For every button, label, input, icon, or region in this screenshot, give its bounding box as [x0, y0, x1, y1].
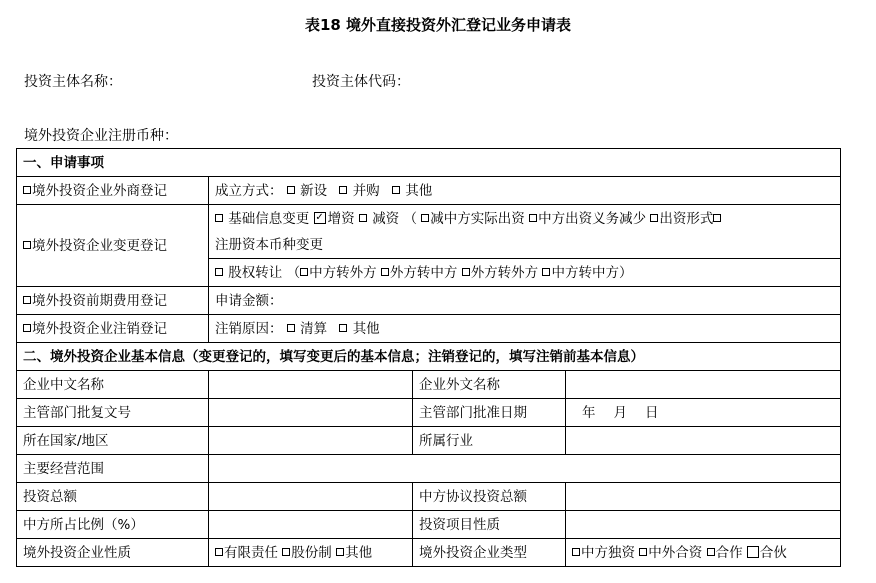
equity-transfer-label: 股权转让 — [228, 264, 283, 281]
establish-method-cell — [209, 177, 841, 205]
reduce-obligation-checkbox[interactable] — [529, 214, 537, 222]
preliminary-fee-checkbox[interactable] — [23, 296, 31, 304]
country-label: 所在国家/地区 — [17, 427, 209, 455]
foreign-to-cn-checkbox[interactable] — [381, 268, 389, 276]
preliminary-fee-label: 境外投资前期费用登记 — [32, 292, 167, 309]
foreign-to-foreign-label: 外方转外方 — [470, 264, 539, 281]
sole-cn-label: 中方独资 — [581, 544, 635, 561]
scope-input[interactable] — [209, 455, 841, 483]
joint-venture-label: 中外合资 — [648, 544, 703, 561]
cn-agreed-total-label: 中方协议投资总额 — [413, 483, 566, 511]
foreign-register-label: 境外投资企业外商登记 — [32, 182, 167, 199]
limited-liability-checkbox[interactable] — [215, 548, 223, 556]
application-form-table — [16, 148, 841, 567]
cancel-register-cell[interactable] — [17, 315, 209, 343]
decrease-capital-checkbox[interactable] — [359, 214, 367, 222]
cancel-register-checkbox[interactable] — [23, 324, 31, 332]
amount-label: 申请金额： — [215, 292, 283, 309]
change-options-cell — [209, 205, 841, 259]
total-invest-label: 投资总额 — [17, 483, 209, 511]
increase-capital-label: 增资 — [327, 210, 355, 227]
cn-to-foreign-label: 中方转外方 — [309, 264, 377, 281]
joint-stock-label: 股份制 — [291, 544, 332, 561]
section2-title: 二、境外投资企业基本信息（变更登记的，填写变更后的基本信息；注销登记的，填写注销前基本信息） — [17, 343, 841, 371]
enterprise-nature-options — [209, 539, 413, 567]
method-other-checkbox[interactable] — [392, 186, 400, 194]
equity-transfer-cell — [209, 259, 841, 287]
foreign-register-cell[interactable] — [17, 177, 209, 205]
approval-date-input[interactable] — [566, 399, 841, 427]
reduce-actual-checkbox[interactable] — [421, 214, 429, 222]
cn-name-input[interactable] — [209, 371, 413, 399]
form-checkbox[interactable] — [650, 214, 658, 222]
paren-open-2: （ — [286, 264, 301, 281]
country-input[interactable] — [209, 427, 413, 455]
cn-ratio-label: 中方所占比例（%） — [17, 511, 209, 539]
foreign-to-cn-label: 外方转中方 — [389, 264, 458, 281]
liquidation-label: 清算 — [300, 320, 328, 337]
approval-date-label: 主管部门批准日期 — [413, 399, 566, 427]
equity-transfer-checkbox[interactable] — [215, 268, 223, 276]
cn-to-cn-label: 中方转中方 — [551, 264, 619, 281]
investor-name-label: 投资主体名称： — [24, 74, 122, 90]
nature-other-checkbox[interactable] — [336, 548, 344, 556]
reduce-actual-label: 减中方实际出资 — [430, 210, 525, 227]
reduce-obligation-label: 中方出资义务减少 — [538, 210, 647, 227]
date-month: 月 — [613, 404, 627, 421]
approval-doc-input[interactable] — [209, 399, 413, 427]
joint-stock-checkbox[interactable] — [282, 548, 290, 556]
sole-cn-checkbox[interactable] — [572, 548, 580, 556]
paren-close: ） — [618, 264, 633, 281]
increase-capital-checkbox-checked[interactable]: ✓ — [315, 211, 324, 223]
project-nature-label: 投资项目性质 — [413, 511, 566, 539]
industry-input[interactable] — [566, 427, 841, 455]
limited-liability-label: 有限责任 — [224, 544, 278, 561]
method-new-label: 新设 — [300, 182, 328, 199]
cancel-reason-cell — [209, 315, 841, 343]
amount-cell[interactable] — [209, 287, 841, 315]
currency-change-checkbox[interactable] — [713, 214, 721, 222]
cn-ratio-input[interactable] — [209, 511, 413, 539]
total-invest-input[interactable] — [209, 483, 413, 511]
nature-other-label: 其他 — [345, 544, 373, 561]
form-label: 出资形式 — [659, 210, 714, 227]
preliminary-fee-cell[interactable] — [17, 287, 209, 315]
paren-open: （ — [403, 210, 417, 227]
change-register-cell[interactable] — [17, 205, 209, 287]
page-title: 表18 境外直接投资外汇登记业务申请表 — [304, 16, 572, 34]
enterprise-type-label: 境外投资企业类型 — [413, 539, 566, 567]
decrease-capital-label: 减资 — [372, 210, 400, 227]
investor-code-label: 投资主体代码： — [312, 74, 410, 90]
industry-label: 所属行业 — [413, 427, 566, 455]
partnership-checkbox[interactable] — [747, 546, 759, 558]
date-day: 日 — [645, 404, 659, 421]
cooperation-checkbox[interactable] — [707, 548, 715, 556]
enterprise-type-options — [566, 539, 841, 567]
cooperation-label: 合作 — [715, 544, 743, 561]
currency-label: 境外投资企业注册币种： — [24, 128, 178, 144]
basic-info-checkbox[interactable] — [215, 214, 223, 222]
basic-info-label: 基础信息变更 — [228, 210, 310, 227]
liquidation-checkbox[interactable] — [287, 324, 295, 332]
joint-venture-checkbox[interactable] — [639, 548, 647, 556]
cancel-other-checkbox[interactable] — [339, 324, 347, 332]
change-register-label: 境外投资企业变更登记 — [32, 237, 167, 254]
foreign-to-foreign-checkbox[interactable] — [462, 268, 470, 276]
approval-doc-label: 主管部门批复文号 — [17, 399, 209, 427]
foreign-name-input[interactable] — [566, 371, 841, 399]
method-merge-checkbox[interactable] — [339, 186, 347, 194]
cancel-register-label: 境外投资企业注销登记 — [32, 320, 167, 337]
method-merge-label: 并购 — [352, 182, 380, 199]
scope-label: 主要经营范围 — [17, 455, 209, 483]
partnership-label: 合伙 — [759, 544, 787, 561]
enterprise-nature-label: 境外投资企业性质 — [17, 539, 209, 567]
foreign-name-label: 企业外文名称 — [413, 371, 566, 399]
establish-method-label: 成立方式： — [215, 182, 283, 199]
cn-name-label: 企业中文名称 — [17, 371, 209, 399]
method-other-label: 其他 — [405, 182, 433, 199]
method-new-checkbox[interactable] — [287, 186, 295, 194]
cancel-other-label: 其他 — [352, 320, 380, 337]
change-register-checkbox[interactable] — [23, 241, 31, 249]
cn-to-foreign-checkbox[interactable] — [300, 268, 308, 276]
project-nature-input[interactable] — [566, 511, 841, 539]
section1-title: 一、申请事项 — [17, 149, 841, 177]
cancel-reason-label: 注销原因： — [215, 320, 283, 337]
date-year: 年 — [582, 404, 596, 421]
cn-to-cn-checkbox[interactable] — [542, 268, 550, 276]
foreign-register-checkbox[interactable] — [23, 186, 31, 194]
currency-change-label: 注册资本币种变更 — [215, 236, 323, 253]
cn-agreed-total-input[interactable] — [566, 483, 841, 511]
